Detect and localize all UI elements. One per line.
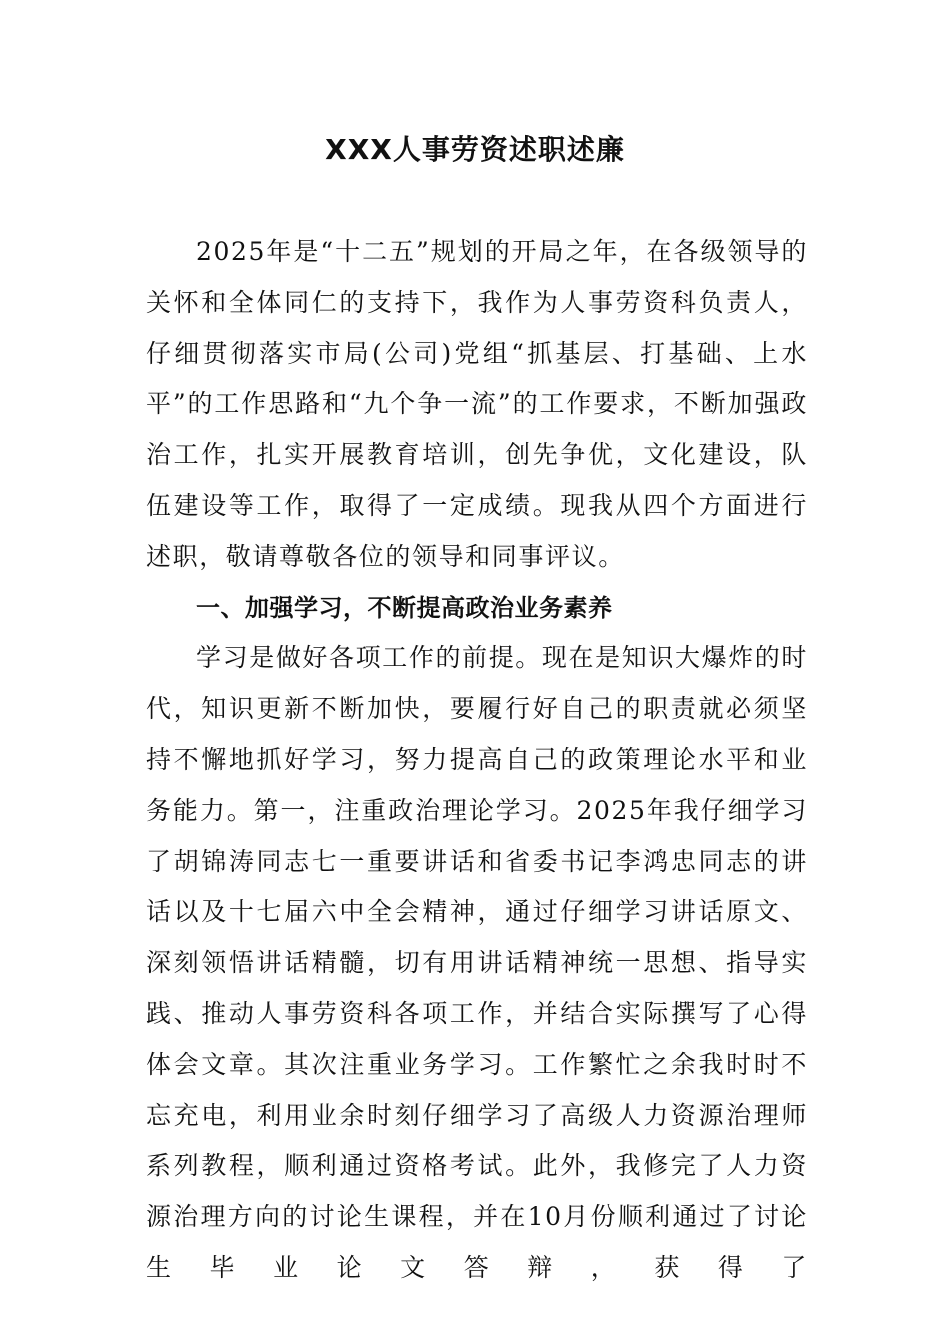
section-heading-1: 一、加强学习，不断提高政治业务素养: [196, 593, 613, 622]
document-title: XXX人事劳资述职述廉: [325, 133, 625, 166]
document-body: [146, 227, 808, 1294]
intro-paragraph: 2025年是“十二五”规划的开局之年，在各级领导的关怀和全体同仁的支持下，我作为人事劳资科负责人，仔细贯彻落实市局(公司)党组“抓基层、打基础、上水平”的工作思路和“九个争一流”的工作要求，不断加强政治工作，扎实开展教育培训，创先争优，文化建设，队伍建设等工作，取得了一定成绩。现我从四个方面进行述职，敬请尊敬各位的领导和同事评议。: [146, 237, 808, 571]
section-1-paragraph: 学习是做好各项工作的前提。现在是知识大爆炸的时代，知识更新不断加快，要履行好自己的职责就必须坚持不懈地抓好学习，努力提高自己的政策理论水平和业务能力。第一，注重政治理论学习。2025年我仔细学习了胡锦涛同志七一重要讲话和省委书记李鸿忠同志的讲话以及十七届六中全会精神，通过仔细学习讲话原文、深刻领悟讲话精髓，切有用讲话精神统一思想、指导实践、推动人事劳资科各项工作，并结合实际撰写了心得体会文章。其次注重业务学习。工作繁忙之余我时时不忘充电，利用业余时刻仔细学习了高级人力资源治理师系列教程，顺利通过资格考试。此外，我修完了人力资源治理方向的讨论生课程，并在10月份顺利通过了讨论生毕业论文答辩，获得了: [146, 643, 808, 1282]
